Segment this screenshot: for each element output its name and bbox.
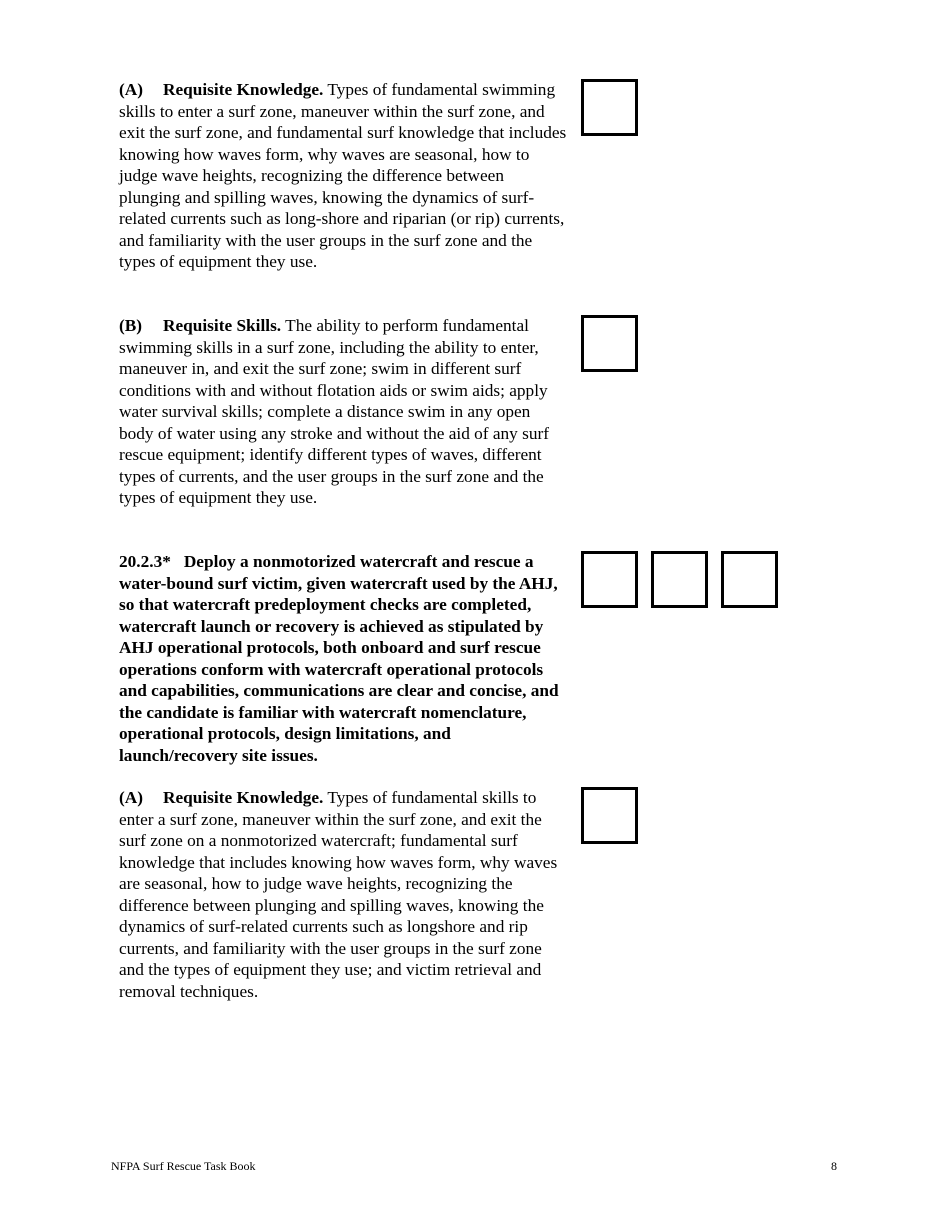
- signoff-checkbox[interactable]: [581, 787, 638, 844]
- task-text: Deploy a nonmotorized watercraft and rescue a water-bound surf victim, given watercraft used by the AHJ, so that watercraft predeployment checks are completed, watercraft launch or recovery is achieved as stipulated by AHJ operational protocols, both onboard and surf rescue operations conform with watercraft operational protocols and capabilities, communications are clear and concise, and the candidate is familiar with watercraft nomenclature, operational protocols, design limitations, and launch/recovery site issues.: [119, 552, 559, 765]
- signoff-checkbox[interactable]: [721, 551, 778, 608]
- footer-title: NFPA Surf Rescue Task Book: [111, 1159, 256, 1173]
- section-text: Types of fundamental skills to enter a surf zone, maneuver within the surf zone, and exit the surf zone on a nonmotorized watercraft; fundamental surf knowledge that includes knowing how waves form, why waves are seasonal, how to judge wave heights, recognizing the difference between plunging and spilling waves, knowing the dynamics of surf-related currents such as longshore and rip currents, and familiarity with the user groups in the surf zone and the types of equipment they use; and victim retrieval and removal techniques.: [119, 788, 558, 1001]
- signoff-checkbox[interactable]: [651, 551, 708, 608]
- signoff-checkbox[interactable]: [581, 79, 638, 136]
- section-text: The ability to perform fundamental swimming skills in a surf zone, including the ability to enter, maneuver in, and exit the surf zone; swim in different surf conditions with and without flotation aids or swim aids; apply water survival skills; complete a distance swim in any open body of water using any stroke and without the aid of any surf rescue equipment; identify different types of waves, different types of currents, and the user groups in the surf zone and the types of equipment they use.: [119, 316, 550, 507]
- section-lead: Requisite Knowledge.: [163, 788, 324, 807]
- section-a-requisite-knowledge: [119, 79, 569, 273]
- section-letter: (B): [119, 316, 143, 335]
- section-b-requisite-skills: [119, 315, 569, 509]
- signoff-checkbox[interactable]: [581, 551, 638, 608]
- signoff-checkbox[interactable]: [581, 315, 638, 372]
- page-number: 8: [831, 1159, 837, 1173]
- section-text: Types of fundamental swimming skills to enter a surf zone, maneuver within the surf zone, and exit the surf zone, and fundamental surf knowledge that includes knowing how waves form, why waves are seasonal, how to judge wave heights, recognizing the difference between plunging and spilling waves, knowing the dynamics of surf-related currents such as long-shore and riparian (or rip) currents, and familiarity with the user groups in the surf zone and the types of equipment they use.: [119, 80, 567, 271]
- section-letter: (A): [119, 80, 143, 99]
- section-a-requisite-knowledge-watercraft: [119, 787, 569, 1002]
- task-statement-20-2-3: [119, 551, 569, 766]
- section-lead: Requisite Skills.: [163, 316, 282, 335]
- task-code: 20.2.3*: [119, 552, 171, 571]
- section-letter: (A): [119, 788, 143, 807]
- section-lead: Requisite Knowledge.: [163, 80, 324, 99]
